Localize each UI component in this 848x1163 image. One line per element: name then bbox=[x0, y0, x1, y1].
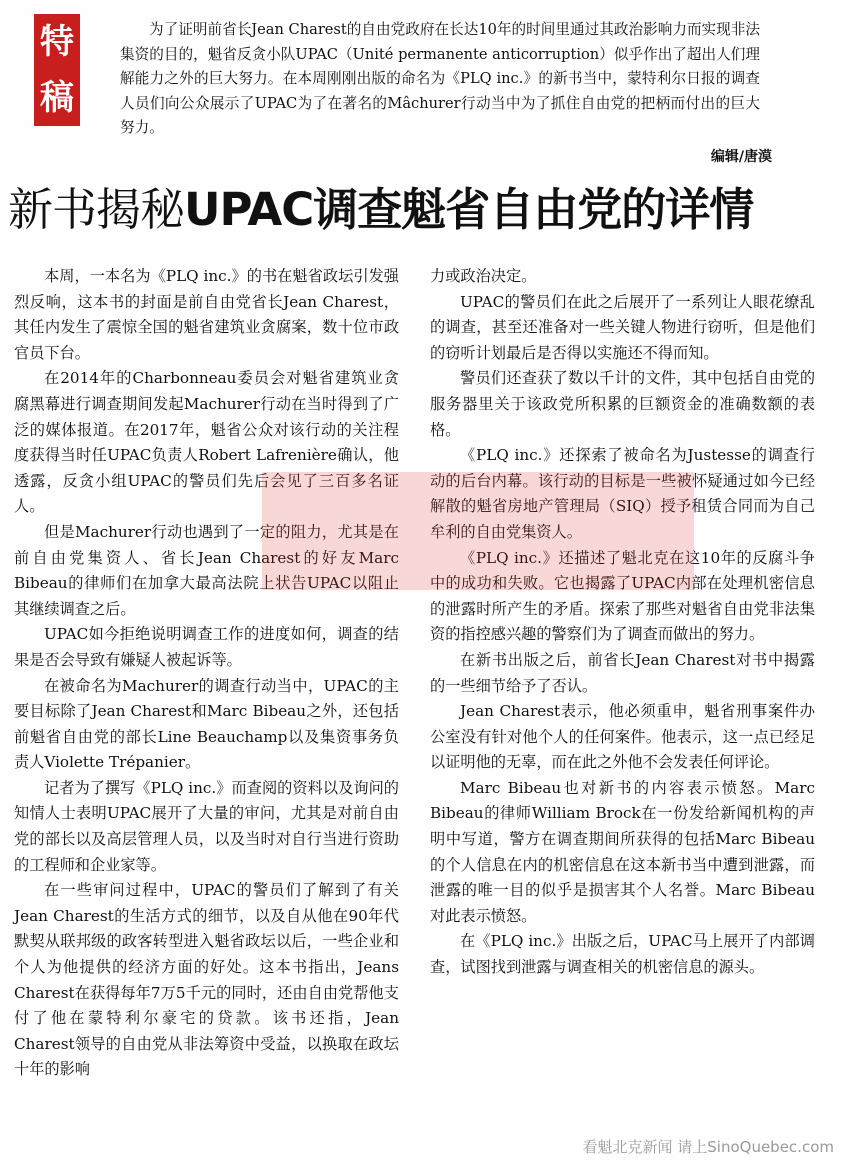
paragraph: 《PLQ inc.》还探索了被命名为Justesse的调查行动的后台内幕。该行动的目标是一些被怀疑通过如今已经解散的魁省房地产管理局（SIQ）授予租赁合同而为自己牟利的自由党集资人。 bbox=[430, 446, 815, 541]
badge-char-2: 稿 bbox=[40, 78, 74, 118]
paragraph: 但是Machurer行动也遇到了一定的阻力，尤其是在前自由党集资人、省长Jean Charest的好友Marc Bibeau的律师们在加拿大最高法院上状告UPAC以阻止其继续调查之后。 bbox=[14, 522, 399, 618]
paragraph-continued: 力或政治决定。 bbox=[430, 267, 537, 285]
right-column bbox=[430, 264, 815, 981]
paragraph: 《PLQ inc.》还描述了魁北克在这10年的反腐斗争中的成功和失败。它也揭露了UPAC内部在处理机密信息的泄露时所产生的矛盾。探索了那些对魁省自由党非法集资的指控感兴趣的警察们为了调查而做出的努力。 bbox=[430, 548, 815, 644]
paragraph: 在《PLQ inc.》出版之后，UPAC马上展开了内部调查，试图找到泄露与调查相关的机密信息的源头。 bbox=[430, 932, 815, 977]
paragraph: 警员们还查获了数以千计的文件，其中包括自由党的服务器里关于该政党所积累的巨额资金的准确数额的表格。 bbox=[430, 369, 815, 439]
headline-light: 新书揭秘 bbox=[8, 183, 185, 236]
headline bbox=[8, 180, 838, 240]
paragraph: Jean Charest表示，他必须重申，魁省刑事案件办公室没有针对他个人的任何案件。他表示，这一点已经足以证明他的无辜，而在此之外他不会发表任何评论。 bbox=[430, 702, 815, 772]
badge-char-1: 特 bbox=[40, 22, 74, 62]
paragraph: 本周，一本名为《PLQ inc.》的书在魁省政坛引发强烈反响，这本书的封面是前自由党省长Jean Charest，其任内发生了震惊全国的魁省建筑业贪腐案，数十位市政官员下台。 bbox=[14, 267, 399, 362]
headline-bold: UPAC调查魁省自由党的详情 bbox=[184, 183, 754, 236]
paragraph: 在被命名为Machurer的调查行动当中，UPAC的主要目标除了Jean Charest和Marc Bibeau之外，还包括前魁省自由党的部长Line Beauchamp以及集资事务负责人Violette Trépanier。 bbox=[14, 676, 399, 772]
left-column bbox=[14, 264, 399, 1083]
paragraph: UPAC如今拒绝说明调查工作的进度如何，调查的结果是否会导致有嫌疑人被起诉等。 bbox=[14, 625, 399, 669]
editor-credit: 编辑/唐漠 bbox=[710, 149, 772, 165]
footer-site-credit: 看魁北克新闻 请上SinoQuebec.com bbox=[582, 1138, 834, 1156]
paragraph: 在一些审问过程中，UPAC的警员们了解到了有关Jean Charest的生活方式的细节，以及自从他在90年代默契从联邦级的政客转型进入魁省政坛以后，一些企业和个人为他提供的经济方面的好处。这本书指出，Jeans Charest在获得每年7万5千元的同时，还由自由党帮他支付了他在蒙特利尔豪宅的贷款。该书还指，Jean Charest领导的自由党从非法筹资中受益，以换取在政坛十年的影响 bbox=[14, 881, 399, 1079]
paragraph: UPAC的警员们在此之后展开了一系列让人眼花缭乱的调查，甚至还准备对一些关键人物进行窃听，但是他们的窃听计划最后是否得以实施还不得而知。 bbox=[430, 292, 815, 362]
paragraph: Marc Bibeau也对新书的内容表示愤怒。Marc Bibeau的律师William Brock在一份发给新闻机构的声明中写道，警方在调查期间所获得的包括Marc Bibeau的个人信息在内的机密信息在这本新书当中遭到泄露，而泄露的唯一目的似乎是损害其个人名誉。Marc Bibeau对此表示愤怒。 bbox=[430, 778, 815, 925]
paragraph: 记者为了撰写《PLQ inc.》而查阅的资料以及询问的知情人士表明UPAC展开了大量的审问，尤其是对前自由党的部长以及高层管理人员，以及当时对自行当进行资助的工程师和企业家等。 bbox=[14, 778, 399, 874]
paragraph: 在2014年的Charbonneau委员会对魁省建筑业贪腐黑幕进行调查期间发起Machurer行动在当时得到了广泛的媒体报道。在2017年，魁省公众对该行动的关注程度获得当时任UPAC负责人Robert Lafrenière确认，他透露，反贪小组UPAC的警员们先后会见了三百多名证人。 bbox=[14, 369, 399, 516]
paragraph: 在新书出版之后，前省长Jean Charest对书中揭露的一些细节给予了否认。 bbox=[430, 650, 815, 695]
special-feature-badge bbox=[34, 14, 80, 126]
intro-paragraph: 为了证明前省长Jean Charest的自由党政府在长达10年的时间里通过其政治影响力而实现非法集资的目的，魁省反贪小队UPAC（Unité permanente anticorruption）似乎作出了超出人们理解能力之外的巨大努力。在本周刚刚出版的命名为《PLQ inc.》的新书当中，蒙特利尔日报的调查人员们向公众展示了UPAC为了在著名的Mâchurer行动当中为了抓住自由党的把柄而付出的巨大努力。 bbox=[120, 21, 760, 137]
